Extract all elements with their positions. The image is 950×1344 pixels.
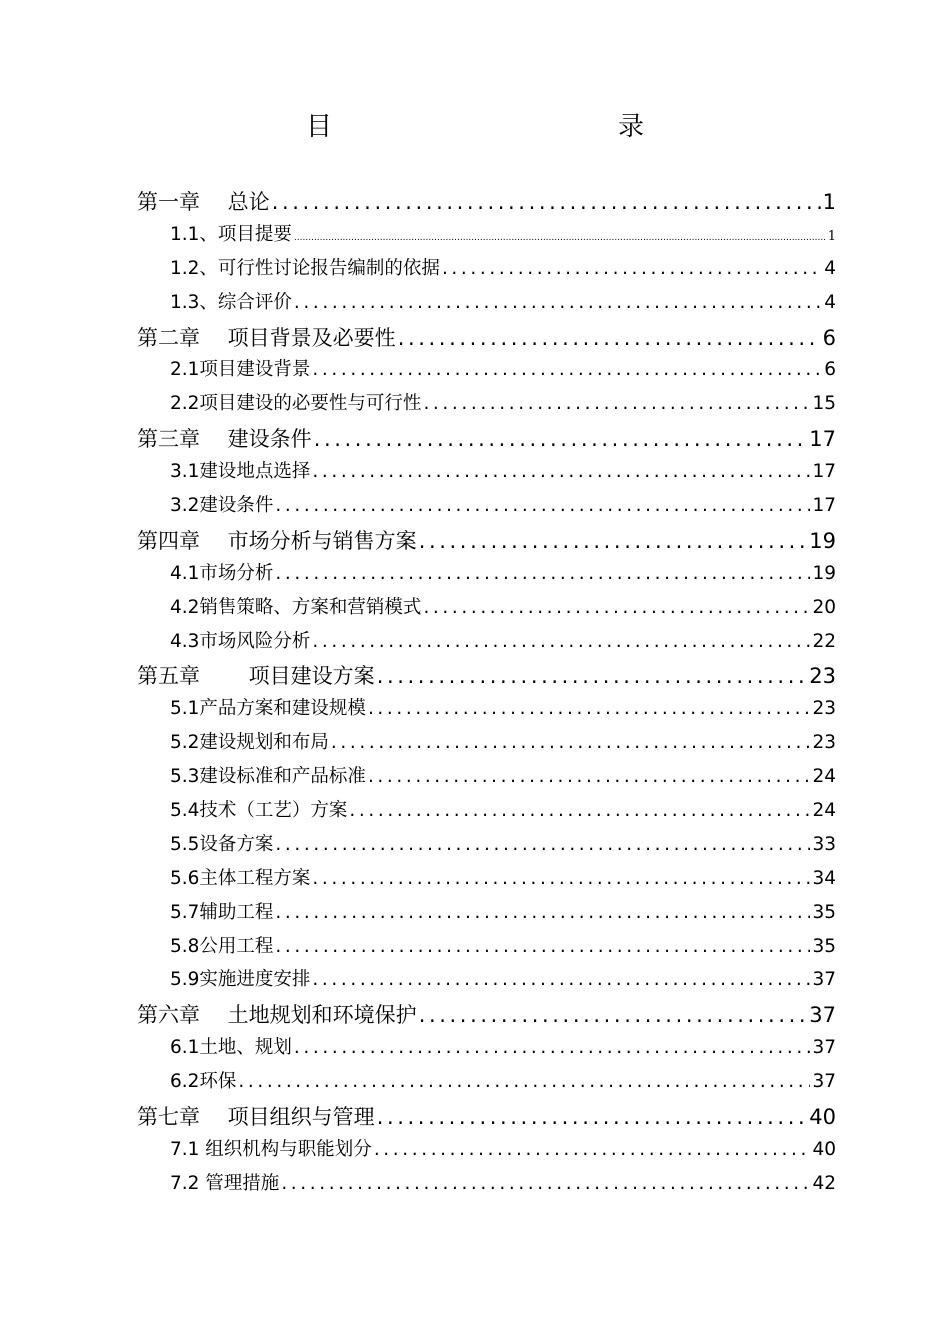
toc-entry-label: 7.2 管理措施 bbox=[170, 1172, 280, 1194]
dot-leader bbox=[368, 766, 811, 787]
toc-section-entry[interactable] bbox=[137, 457, 836, 491]
toc-entry-page-number: 17 bbox=[809, 427, 836, 452]
toc-section-entry[interactable] bbox=[137, 491, 836, 525]
toc-entry-page-number: 42 bbox=[812, 1172, 836, 1194]
toc-section-entry[interactable] bbox=[137, 288, 836, 322]
toc-section-entry[interactable] bbox=[137, 389, 836, 423]
toc-entry-page-number: 17 bbox=[812, 495, 836, 517]
toc-entry-page-number: 23 bbox=[812, 732, 836, 754]
toc-entry-label: 6.2环保 bbox=[170, 1071, 237, 1093]
toc-entry-page-number: 4 bbox=[824, 291, 836, 313]
toc-entry-page-number: 1 bbox=[827, 228, 836, 244]
toc-entry-page-number: 40 bbox=[809, 1105, 836, 1130]
toc-entry-page-number: 37 bbox=[809, 1003, 836, 1028]
toc-entry-label: 5.7辅助工程 bbox=[170, 901, 274, 923]
dot-leader bbox=[312, 868, 810, 889]
toc-section-entry[interactable] bbox=[137, 796, 836, 830]
toc-section-entry[interactable] bbox=[137, 694, 836, 728]
dot-leader bbox=[312, 631, 810, 652]
dot-leader bbox=[377, 1105, 808, 1129]
dot-leader bbox=[275, 563, 810, 584]
dot-leader bbox=[314, 427, 808, 451]
toc-entry-page-number: 40 bbox=[812, 1138, 836, 1160]
toc-entry-label: 1.1、项目提要 bbox=[170, 223, 292, 245]
toc-section-entry[interactable] bbox=[137, 728, 836, 762]
toc-section-entry[interactable] bbox=[137, 593, 836, 627]
dot-leader bbox=[312, 461, 810, 482]
toc-entry-page-number: 37 bbox=[812, 1037, 836, 1059]
dot-leader bbox=[423, 393, 810, 414]
toc-section-entry[interactable] bbox=[137, 830, 836, 864]
toc-entry-label: 5.5设备方案 bbox=[170, 833, 274, 855]
toc-entry-label: 第二章 项目背景及必要性 bbox=[137, 325, 396, 350]
toc-section-entry[interactable] bbox=[137, 1033, 836, 1067]
dot-leader bbox=[275, 834, 810, 855]
toc-entry-page-number: 19 bbox=[812, 562, 836, 584]
dot-leader bbox=[442, 258, 822, 279]
toc-entry-label: 第五章 项目建设方案 bbox=[137, 664, 375, 689]
toc-entry-page-number: 6 bbox=[824, 359, 836, 381]
toc-chapter-entry[interactable] bbox=[137, 660, 836, 694]
dot-leader bbox=[377, 664, 808, 688]
toc-section-entry[interactable] bbox=[137, 1169, 836, 1203]
toc-chapter-entry[interactable] bbox=[137, 525, 836, 559]
dot-leader bbox=[312, 359, 822, 380]
dot-leader bbox=[349, 800, 810, 821]
dot-leader bbox=[419, 1003, 808, 1027]
toc-entry-page-number: 4 bbox=[824, 257, 836, 279]
toc-entry-label: 5.3建设标准和产品标准 bbox=[170, 766, 366, 788]
dot-leader bbox=[419, 529, 808, 553]
toc-entry-label: 4.1市场分析 bbox=[170, 562, 274, 584]
table-of-contents bbox=[137, 186, 836, 1203]
toc-section-entry[interactable] bbox=[137, 627, 836, 661]
dot-leader bbox=[275, 495, 810, 516]
toc-section-entry[interactable] bbox=[137, 1135, 836, 1169]
dot-leader bbox=[398, 326, 821, 350]
toc-entry-label: 4.3市场风险分析 bbox=[170, 630, 311, 652]
toc-section-entry[interactable] bbox=[137, 762, 836, 796]
toc-entry-page-number: 37 bbox=[812, 969, 836, 991]
dot-leader bbox=[312, 969, 810, 990]
toc-entry-page-number: 23 bbox=[809, 664, 836, 689]
toc-entry-page-number: 35 bbox=[812, 901, 836, 923]
toc-entry-label: 1.2、可行性讨论报告编制的依据 bbox=[170, 257, 440, 279]
toc-entry-label: 5.6主体工程方案 bbox=[170, 867, 311, 889]
toc-section-entry[interactable] bbox=[137, 965, 836, 999]
toc-chapter-entry[interactable] bbox=[137, 999, 836, 1033]
toc-entry-page-number: 19 bbox=[809, 528, 836, 553]
toc-entry-page-number: 33 bbox=[812, 833, 836, 855]
toc-entry-label: 6.1土地、规划 bbox=[170, 1037, 292, 1059]
toc-entry-label: 第三章 建设条件 bbox=[137, 427, 312, 452]
toc-entry-label: 第六章 土地规划和环境保护 bbox=[137, 1003, 417, 1028]
toc-entry-label: 3.1建设地点选择 bbox=[170, 461, 311, 483]
toc-section-entry[interactable] bbox=[137, 932, 836, 966]
toc-entry-label: 3.2建设条件 bbox=[170, 495, 274, 517]
dot-leader bbox=[294, 292, 822, 313]
toc-section-entry[interactable] bbox=[137, 559, 836, 593]
toc-entry-label: 第一章 总论 bbox=[137, 190, 270, 214]
toc-entry-label: 2.1项目建设背景 bbox=[170, 359, 311, 381]
dot-leader bbox=[238, 1071, 810, 1092]
toc-entry-page-number: 34 bbox=[812, 867, 836, 889]
toc-section-entry[interactable] bbox=[137, 864, 836, 898]
toc-entry-label: 7.1 组织机构与职能划分 bbox=[170, 1138, 372, 1160]
toc-entry-page-number: 23 bbox=[812, 698, 836, 720]
dot-leader bbox=[275, 936, 810, 957]
toc-entry-page-number: 20 bbox=[812, 596, 836, 618]
dot-leader bbox=[374, 1139, 811, 1160]
toc-entry-label: 第四章 市场分析与销售方案 bbox=[137, 528, 417, 553]
toc-chapter-entry[interactable] bbox=[137, 186, 836, 220]
toc-chapter-entry[interactable] bbox=[137, 423, 836, 457]
toc-chapter-entry[interactable] bbox=[137, 322, 836, 356]
dot-leader bbox=[331, 732, 811, 753]
toc-section-entry[interactable] bbox=[137, 254, 836, 288]
toc-entry-label: 4.2销售策略、方案和营销模式 bbox=[170, 596, 422, 618]
toc-section-entry[interactable] bbox=[137, 898, 836, 932]
toc-entry-page-number: 35 bbox=[812, 935, 836, 957]
toc-section-entry[interactable] bbox=[137, 1067, 836, 1101]
toc-entry-page-number: 37 bbox=[812, 1071, 836, 1093]
dot-leader bbox=[281, 1173, 810, 1194]
toc-entry-label: 5.4技术（工艺）方案 bbox=[170, 800, 348, 822]
toc-chapter-entry[interactable] bbox=[137, 1101, 836, 1135]
toc-entry-page-number: 1 bbox=[822, 190, 836, 214]
toc-section-entry[interactable] bbox=[137, 355, 836, 389]
dot-leader bbox=[368, 698, 811, 719]
dot-leader bbox=[294, 233, 826, 243]
toc-entry-label: 第七章 项目组织与管理 bbox=[137, 1105, 375, 1130]
toc-section-entry[interactable] bbox=[137, 220, 836, 254]
toc-entry-page-number: 24 bbox=[812, 766, 836, 788]
toc-entry-label: 1.3、综合评价 bbox=[170, 291, 292, 313]
toc-entry-page-number: 24 bbox=[812, 800, 836, 822]
toc-entry-label: 5.1产品方案和建设规模 bbox=[170, 698, 366, 720]
toc-entry-page-number: 6 bbox=[822, 325, 836, 350]
dot-leader bbox=[423, 597, 810, 618]
dot-leader bbox=[275, 902, 810, 923]
dot-leader bbox=[272, 190, 821, 214]
toc-entry-label: 5.9实施进度安排 bbox=[170, 969, 311, 991]
toc-entry-label: 5.2建设规划和布局 bbox=[170, 732, 329, 754]
toc-entry-page-number: 15 bbox=[812, 393, 836, 415]
toc-entry-label: 5.8公用工程 bbox=[170, 935, 274, 957]
toc-entry-label: 2.2项目建设的必要性与可行性 bbox=[170, 393, 422, 415]
page-title: 目 录 bbox=[305, 112, 722, 142]
dot-leader bbox=[294, 1037, 811, 1058]
toc-entry-page-number: 22 bbox=[812, 630, 836, 652]
toc-entry-page-number: 17 bbox=[812, 461, 836, 483]
